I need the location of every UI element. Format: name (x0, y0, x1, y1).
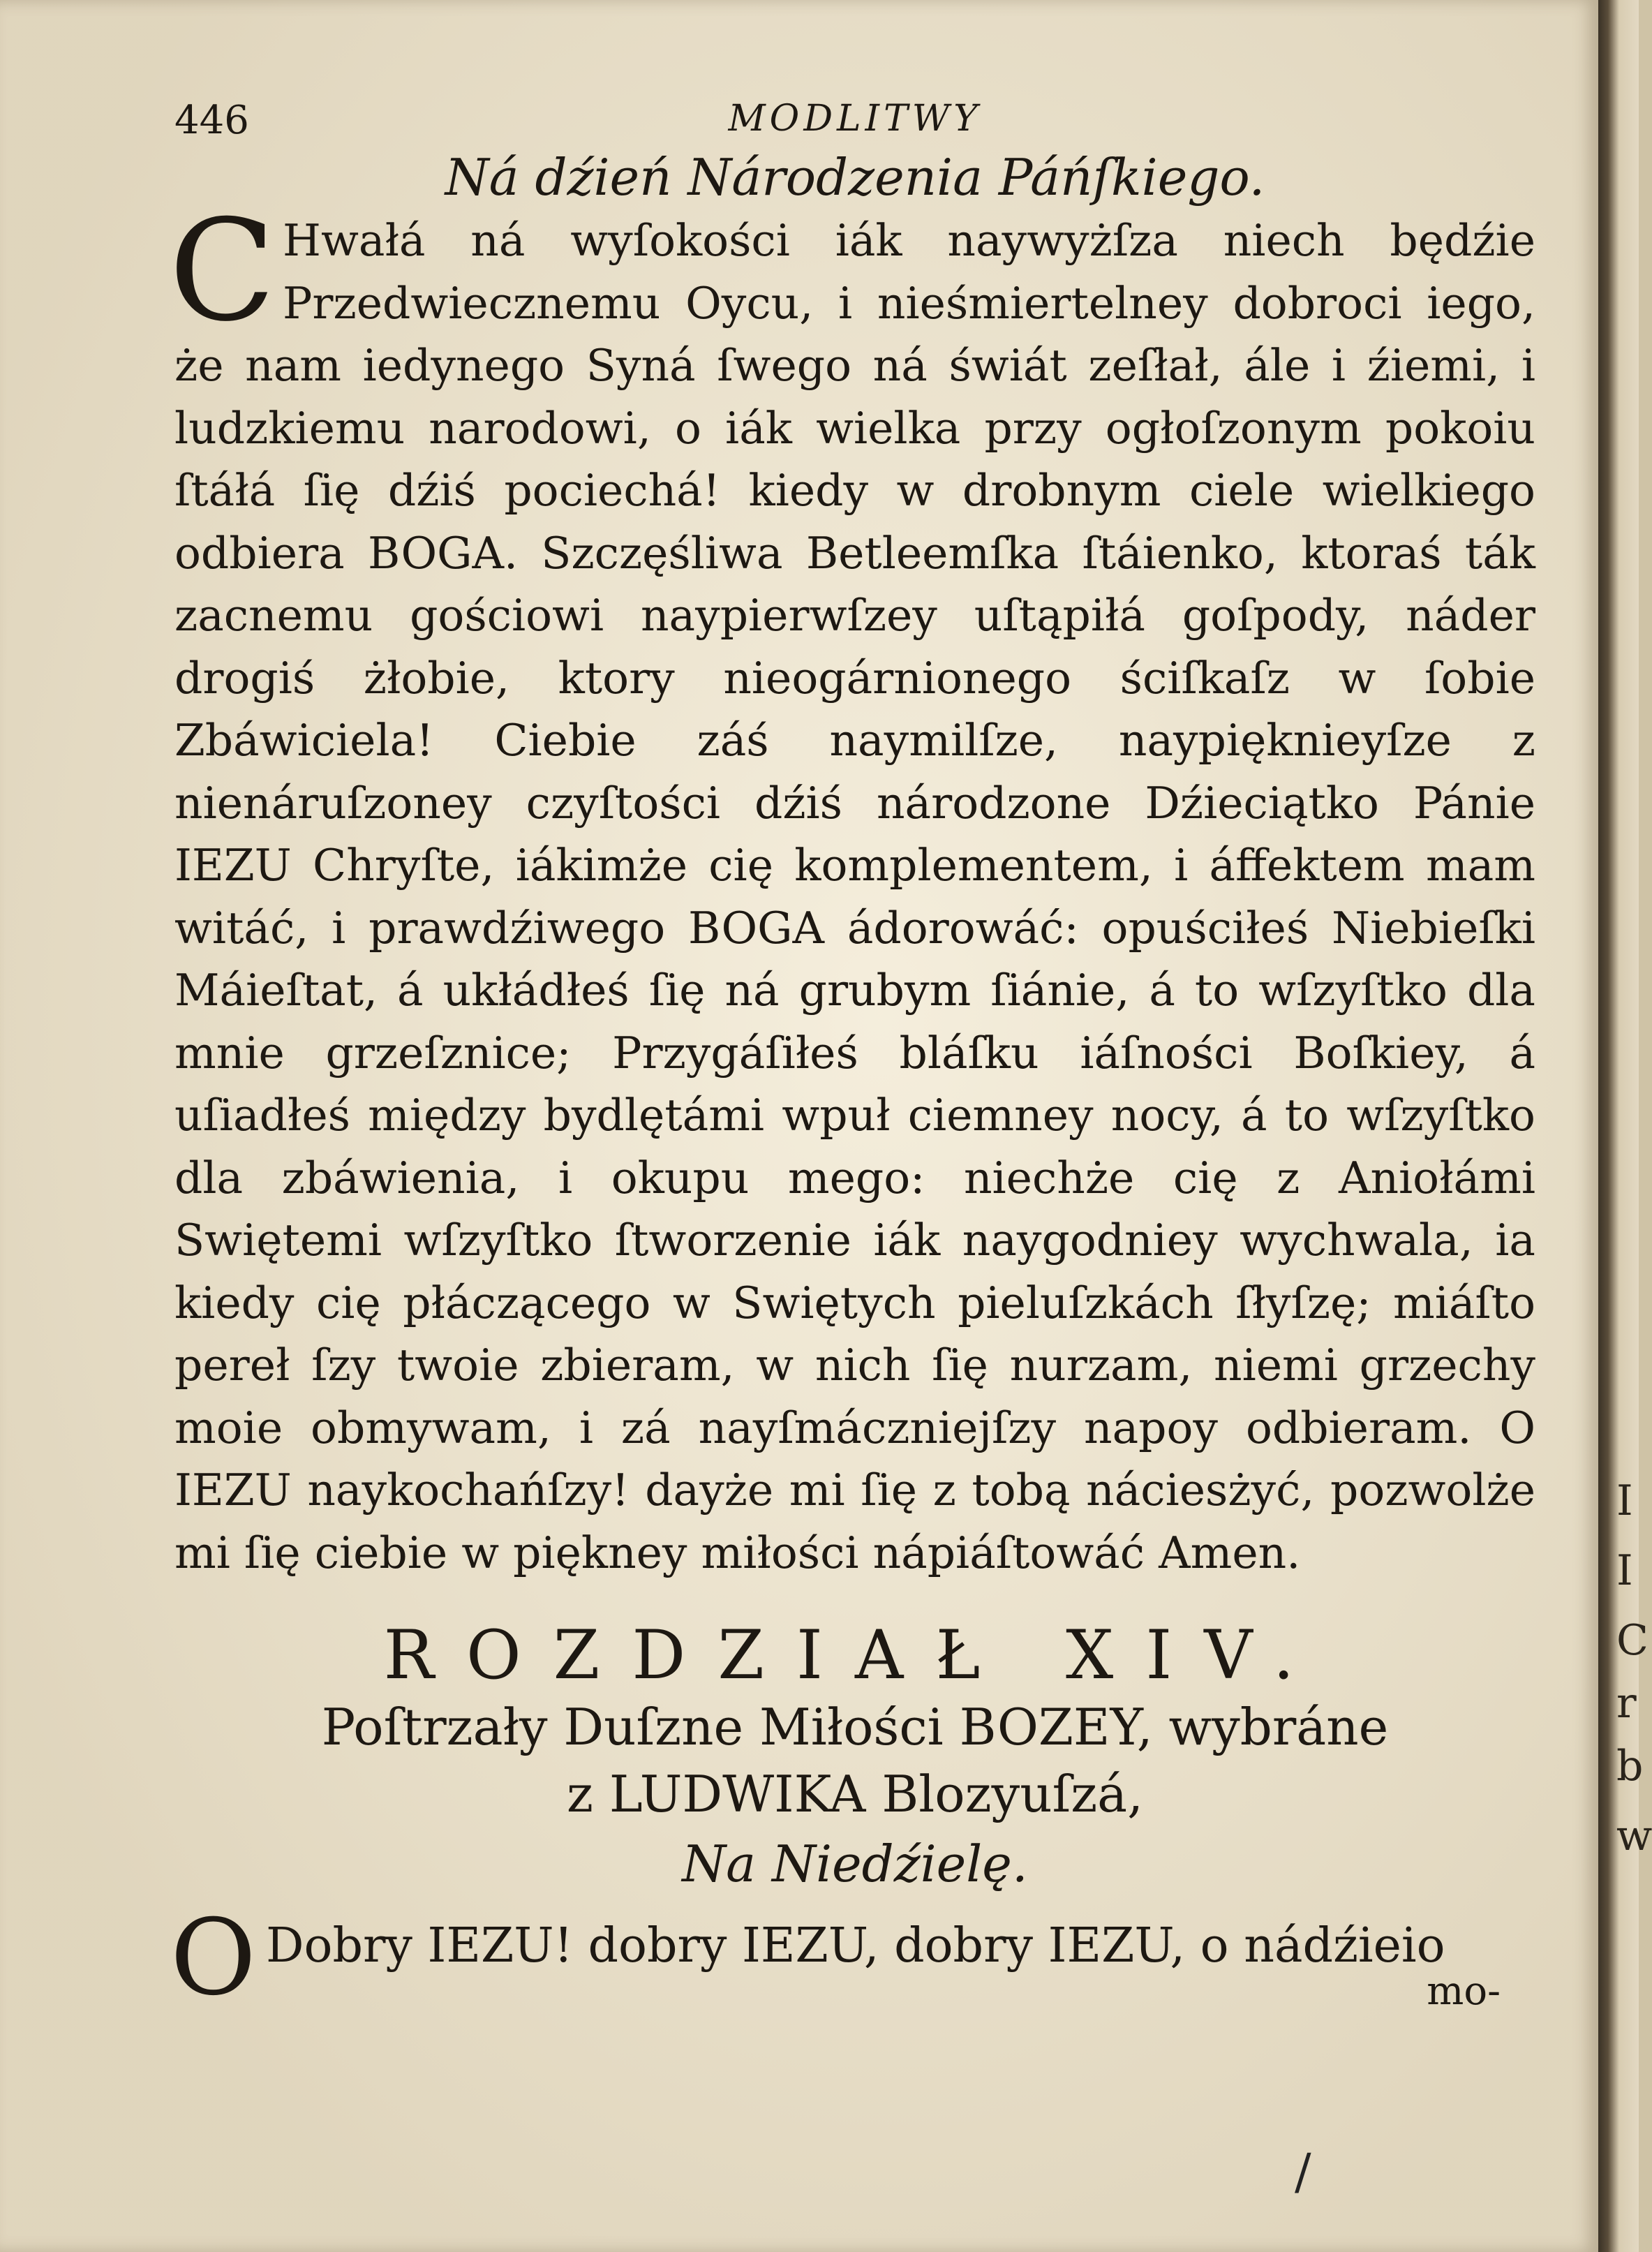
chapter-subtitle-line-3: Na Niedźielę. (682, 1835, 1028, 1893)
binding-gutter (1598, 0, 1639, 2252)
next-page-edge-letter: C (1616, 1616, 1649, 1665)
ink-mark: / (1295, 2143, 1311, 2200)
page-number: 446 (174, 98, 249, 143)
chapter-heading: ROZDZIAŁ XIV. (383, 1616, 1327, 1694)
next-page-edge-letter: b (1616, 1742, 1644, 1791)
next-page-edge-letter: r (1616, 1679, 1637, 1728)
catchword: mo- (1427, 1969, 1501, 2014)
prayer-paragraph (169, 190, 1535, 1584)
drop-capital: C (169, 190, 276, 353)
next-page-edge-letter: I (1616, 1546, 1633, 1595)
section-title: Ná dźień Národzenia Páńſkiego. (445, 148, 1265, 207)
drop-capital-2: O (170, 1897, 256, 2019)
next-page-edge-letter: I (1616, 1476, 1633, 1525)
chapter-subtitle-line-2: z LUDWIKA Blozyuſzá, (567, 1765, 1143, 1823)
paragraph-2-text: Dobry IEZU! dobry IEZU, dobry IEZU, o nádźieio (265, 1918, 1445, 1973)
paragraph-text: Hwałá ná wyſokości iák naywyżſza niech będźie Przedwiecznemu Oycu, i nieśmiertelney dobroci iego, że nam iedynego Syná ſwego ná świát zeſłał, ále i źiemi, i ludzkiemu narodowi, o iák wielka przy ogłoſzonym pokoiu ſtáłá ſię dźiś pociechá! kiedy w drobnym ciele wielkiego odbiera BOGA. Szczęśliwa Betleemſka ſtáienko, ktoraś ták zacnemu gościowi naypierwſzey uſtąpiłá goſpody, náder drogiś żłobie, ktory nieogárnionego ściſkaſz w ſobie Zbáwiciela! Ciebie záś naymilſze, naypięknieyſze z nienáruſzoney czyſtości dźiś národzone Dźieciątko Pánie IEZU Chryſte, iákimże cię komplementem, i áffektem mam witáć, i prawdźiwego BOGA ádorowáć: opuściłeś Niebieſki Máieſtat, á ukłádłeś ſię ná grubym ſiánie, á to wſzyſtko dla mnie grzeſznice; Przygáſiłeś bláſku iáſności Boſkiey, á uſiadłeś między bydlętámi wpuł ciemney nocy, á to wſzyſtko dla zbáwienia, i okupu mego: niechże cię z Aniołámi Swiętemi wſzyſtko ſtworzenie iák naygodniey wychwala, ia kiedy cię płáczącego w Swiętych pieluſzkách ſłyſzę; miáſto pereł ſzy twoie zbieram, w nich ſię nurzam, niemi grzechy moie obmywam, i zá nayſmáczniejſzy napoy odbieram. O IEZU naykochańſzy! dayże mi ſię z tobą náciesżyć, pozwolże mi ſię ciebie w piękney miłości nápiáſtowáć Amen. (174, 215, 1535, 1578)
next-page-edge-letter: w (1616, 1812, 1652, 1860)
running-header (174, 98, 1535, 147)
second-paragraph (170, 1897, 1535, 2019)
running-title: MODLITWY (728, 98, 982, 140)
chapter-subtitle-line-1: Poſtrzały Duſzne Miłości BOZEY, wybráne (321, 1698, 1389, 1756)
